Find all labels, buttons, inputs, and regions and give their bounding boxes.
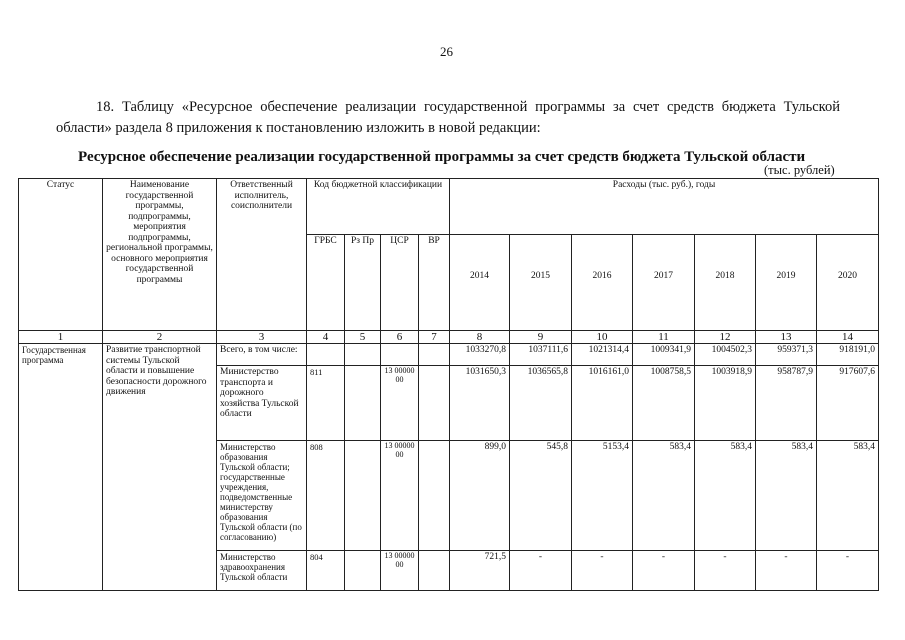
header-year: 2017: [633, 235, 695, 331]
column-number: 6: [381, 331, 419, 344]
value-cell: 1004502,3: [695, 344, 756, 366]
executor-cell: Министерство транспорта и дорожного хозяйства Тульской области: [217, 366, 307, 441]
intro-paragraph: 18. Таблицу «Ресурсное обеспечение реализации государственной программы за счет средств бюджета Тульской области» раздела 8 приложения к постановлению изложить в новой редакции:: [56, 99, 840, 136]
page-number: 26: [440, 44, 453, 59]
column-number: 10: [572, 331, 633, 344]
header-rzpr: Рз Пр: [345, 235, 381, 331]
value-cell: -: [510, 551, 572, 591]
header-vr: ВР: [419, 235, 450, 331]
table-title: Ресурсное обеспечение реализации государственной программы за счет средств бюджета Тульской области: [78, 149, 806, 165]
value-cell: 899,0: [450, 441, 510, 551]
header-name: Наименование государственной программы, подпрограммы, мероприятия подпрограммы, региональной программы, основного мероприятия государственной программы: [103, 179, 217, 331]
value-cell: 1036565,8: [510, 366, 572, 441]
value-cell: 1003918,9: [695, 366, 756, 441]
column-number: 9: [510, 331, 572, 344]
status-cell: Государственная программа: [19, 344, 103, 591]
column-number: 2: [103, 331, 217, 344]
header-csr: ЦСР: [381, 235, 419, 331]
header-expenses: Расходы (тыс. руб.), годы: [450, 179, 879, 235]
header-status: Статус: [19, 179, 103, 331]
units-label: (тыс. рублей): [764, 163, 835, 177]
header-year: 2014: [450, 235, 510, 331]
value-cell: 583,4: [817, 441, 879, 551]
program-name-cell: Развитие транспортной системы Тульской области и повышение безопасности дорожного движения: [103, 344, 217, 591]
value-cell: 545,8: [510, 441, 572, 551]
value-cell: 1016161,0: [572, 366, 633, 441]
header-year: 2019: [756, 235, 817, 331]
header-year: 2020: [817, 235, 879, 331]
column-number: 5: [345, 331, 381, 344]
csr-cell: 13 00000 00: [381, 366, 419, 441]
column-number: 12: [695, 331, 756, 344]
value-cell: 583,4: [756, 441, 817, 551]
value-cell: -: [695, 551, 756, 591]
value-cell: 1021314,4: [572, 344, 633, 366]
column-numbers-row: [19, 331, 879, 344]
header-budget-code: Код бюджетной классификации: [307, 179, 450, 235]
header-executor: Ответственный исполнитель, соисполнители: [217, 179, 307, 331]
value-cell: 959371,3: [756, 344, 817, 366]
value-cell: 721,5: [450, 551, 510, 591]
header-grbs: ГРБС: [307, 235, 345, 331]
value-cell: -: [633, 551, 695, 591]
executor-cell: Министерство образования Тульской области; государственные учреждения, подведомственные министерству образования Тульской области (по согласованию): [217, 441, 307, 551]
value-cell: 1031650,3: [450, 366, 510, 441]
value-cell: 1008758,5: [633, 366, 695, 441]
column-number: 11: [633, 331, 695, 344]
grbs-cell: 811: [307, 366, 345, 441]
column-number: 14: [817, 331, 879, 344]
column-number: 13: [756, 331, 817, 344]
header-year: 2015: [510, 235, 572, 331]
value-cell: 583,4: [633, 441, 695, 551]
value-cell: 1037111,6: [510, 344, 572, 366]
column-number: 3: [217, 331, 307, 344]
csr-cell: 13 00000 00: [381, 551, 419, 591]
grbs-cell: 808: [307, 441, 345, 551]
value-cell: 5153,4: [572, 441, 633, 551]
header-year: 2018: [695, 235, 756, 331]
grbs-cell: 804: [307, 551, 345, 591]
value-cell: 1009341,9: [633, 344, 695, 366]
budget-table: [18, 178, 879, 591]
value-cell: -: [817, 551, 879, 591]
column-number: 4: [307, 331, 345, 344]
executor-cell: Министерство здравоохранения Тульской области: [217, 551, 307, 591]
value-cell: 1033270,8: [450, 344, 510, 366]
value-cell: 918191,0: [817, 344, 879, 366]
value-cell: 917607,6: [817, 366, 879, 441]
column-number: 7: [419, 331, 450, 344]
value-cell: 583,4: [695, 441, 756, 551]
value-cell: -: [572, 551, 633, 591]
csr-cell: 13 00000 00: [381, 441, 419, 551]
column-number: 8: [450, 331, 510, 344]
column-number: 1: [19, 331, 103, 344]
table-row: [19, 344, 879, 366]
total-label: Всего, в том числе:: [217, 344, 307, 366]
header-year: 2016: [572, 235, 633, 331]
value-cell: 958787,9: [756, 366, 817, 441]
value-cell: -: [756, 551, 817, 591]
